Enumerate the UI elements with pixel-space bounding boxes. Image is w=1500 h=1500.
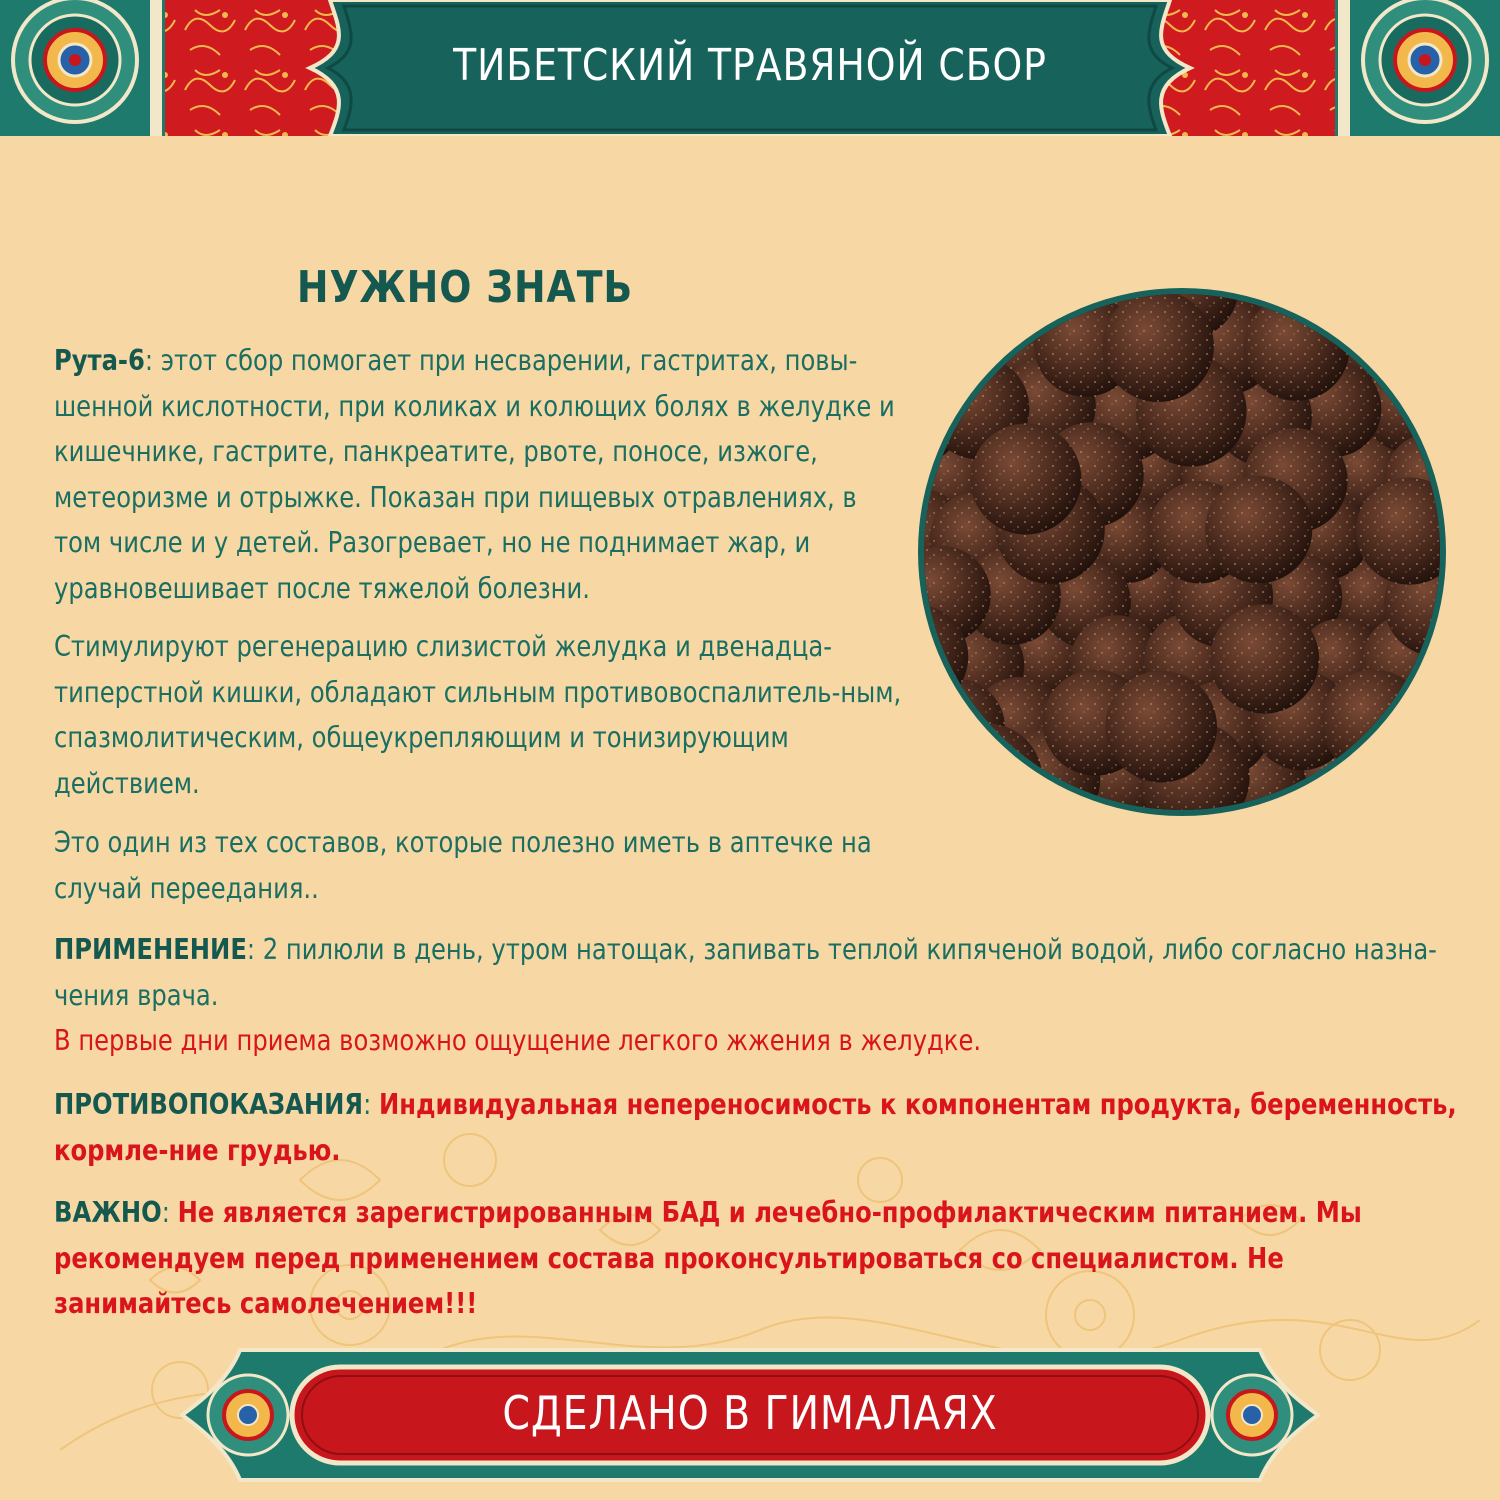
usage-section — [54, 927, 1454, 1064]
pill-speckle — [1244, 295, 1350, 401]
pill-speckle — [1351, 728, 1440, 810]
pill-speckle — [1205, 476, 1312, 583]
contraindications-label: ПРОТИВОПОКАЗАНИЯ — [54, 1088, 364, 1121]
pill — [1368, 294, 1440, 337]
pill-speckle — [1210, 604, 1319, 713]
footer-label: СДЕЛАНО В ГИМАЛАЯХ — [502, 1386, 998, 1440]
herbal-pills-photo — [918, 288, 1446, 816]
pill — [924, 313, 992, 400]
pill-speckle — [1102, 294, 1214, 402]
pill — [1397, 677, 1440, 773]
pill-speckle — [1368, 294, 1440, 337]
pill-speckle — [1397, 677, 1440, 773]
description-intro: : этот сбор помогает при несварении, гастритах, повы-шенной кислотности, при коликах и колющих болях в желудке и кишечнике, гастрите, панкреатите, рвоте, поносе, изжоге, метеоризме и отрыжке. Показан при пищевых отравлениях, в том числе и у детей. Разогревает, но не поднимает жар, и уравновешивает после тяжелой болезни. — [54, 344, 895, 605]
footer-banner — [180, 1345, 1320, 1485]
important-label: ВАЖНО — [54, 1196, 162, 1229]
pill — [1384, 294, 1440, 401]
pill-speckle — [1321, 670, 1426, 775]
pill-speckle — [924, 294, 964, 331]
product-name: Рута-6 — [54, 344, 145, 377]
description-paragraph-2: Стимулируют регенерацию слизистой желудка и двенадца-типерстной кишки, обладают сильным противовоспалитель-ным, спазмолитическим, общеукрепляющим и тонизирующим действием. — [54, 630, 902, 800]
pill-speckle — [938, 294, 1029, 334]
pill-speckle — [924, 313, 992, 400]
section-title: НУЖНО ЗНАТЬ — [296, 262, 634, 313]
pill — [924, 741, 955, 810]
header-banner — [0, 0, 1500, 136]
usage-label: ПРИМЕНЕНИЕ — [54, 933, 247, 966]
important-text: Не является зарегистрированным БАД и лечебно-профилактическим питанием. Мы рекомендуем перед применением состава проконсультироваться со специалистом. Не занимайтесь самолечением!!! — [54, 1196, 1362, 1320]
header-title: ТИБЕТСКИЙ ТРАВЯНОЙ СБОР — [453, 40, 1047, 91]
description-paragraph-1 — [54, 338, 904, 611]
contraindications-section: ПРОТИВОПОКАЗАНИЯ: Индивидуальная непереносимость к компонентам продукта, беременность, кормле-ние грудью. — [54, 1088, 1457, 1167]
pill — [938, 294, 1029, 334]
important-section: ВАЖНО: Не является зарегистрированным БАД и лечебно-профилактическим питанием. Мы рекомендуем перед применением состава проконсультироваться со специалистом. Не занимайтесь самолечением!!! — [54, 1196, 1362, 1320]
pill-speckle — [1384, 294, 1440, 401]
contraindications-text: Индивидуальная непереносимость к компонентам продукта, беременность, кормле-ние грудью. — [54, 1088, 1457, 1167]
pill-speckle — [1105, 671, 1217, 783]
pill — [924, 294, 964, 331]
pill — [1351, 728, 1440, 810]
usage-text: : 2 пилюли в день, утром натощак, запивать теплой кипяченой водой, либо согласно назна-чения врача. — [54, 933, 1437, 1012]
description-paragraph-3: Это один из тех составов, которые полезно иметь в аптечке на случай переедания.. — [54, 826, 872, 905]
pill-speckle — [970, 423, 1081, 534]
usage-warning: В первые дни приема возможно ощущение легкого жжения в желудке. — [54, 1024, 982, 1057]
pills-image — [924, 294, 1440, 810]
pill-speckle — [924, 741, 955, 810]
